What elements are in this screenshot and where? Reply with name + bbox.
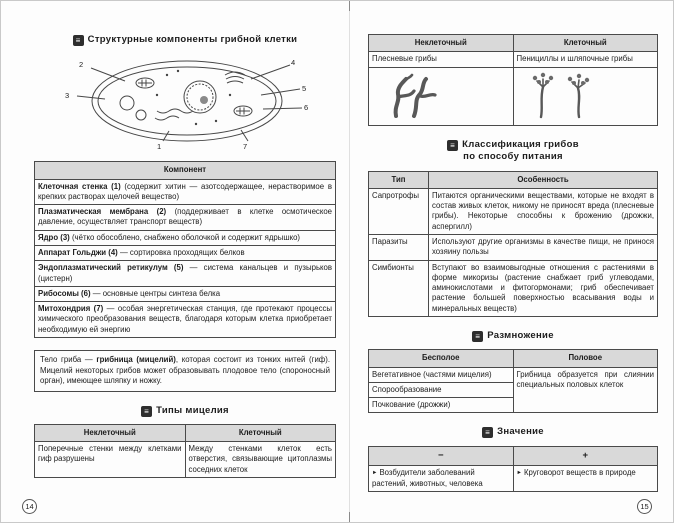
table-row	[35, 246, 336, 261]
reproduction-table	[368, 349, 658, 413]
gutter-mark-top	[349, 1, 350, 11]
sexual-description: Грибница образуется при слиянии специальных половых клеток	[513, 367, 658, 413]
component-term: Рибосомы (6)	[38, 288, 91, 298]
table-header-row	[369, 350, 658, 367]
table-row	[369, 234, 658, 260]
asexual-budding: Почкование (дрожжи)	[369, 398, 514, 413]
page-number-right: 15	[637, 499, 652, 514]
col-header-sexual: Половое	[513, 350, 658, 367]
table-header-row	[35, 424, 336, 441]
component-term: Клеточная стенка (1)	[38, 181, 121, 191]
component-cell	[35, 286, 336, 301]
table-row	[35, 230, 336, 245]
col-header-feature: Особенность	[429, 171, 658, 188]
component-cell	[35, 205, 336, 231]
fungal-cell-drawing	[45, 51, 325, 155]
diagram-label-3: 3	[65, 91, 70, 101]
type-symbionts: Симбионты	[369, 260, 429, 316]
negative-cell	[369, 466, 514, 492]
nutrition-title-line1	[368, 139, 658, 151]
mold-fungi-label: Плесневые грибы	[369, 52, 514, 67]
table-row	[35, 286, 336, 301]
section-title-mycelium-types	[34, 405, 336, 417]
feature-symbionts: Вступают во взаимовыгодные отношения с растениями в форме микоризы (растение снабжает гриб углеводами, аминокислотами и фитогормонами; гриб обеспечивает растение большей поверхностью всасывания воды и минеральных веществ)	[429, 260, 658, 316]
component-desc: (содержит хитин — азотсодержащее, нерастворимое в крепких растворах щелочей вещество)	[38, 181, 332, 201]
reproduction-title-text: Размножение	[487, 329, 554, 341]
cellular-cell: Между стенками клеток есть отверстия, связывающие цитоплазмы соседних клеток	[185, 442, 336, 478]
component-term: Плазматическая мембрана (2)	[38, 207, 167, 217]
asexual-sporulation: Спорообразование	[369, 382, 514, 397]
page-title	[34, 34, 336, 46]
component-desc: — система канальцев и пузырьков (цистерн)	[38, 263, 332, 283]
nutrition-title-text1: Классификация грибов	[462, 138, 579, 150]
note-rest: , которая состоит из тонких нитей (гиф). Мицелий некоторых грибов может образовывать плодовое тело (спороносный орган), имеющее шляпку и ножку.	[40, 355, 330, 386]
diagram-label-5: 5	[302, 84, 307, 94]
table-row	[369, 52, 658, 67]
component-term: Ядро (3)	[38, 232, 70, 242]
diagram-label-7: 7	[243, 142, 248, 152]
type-parasites: Паразиты	[369, 234, 429, 260]
table-row	[369, 367, 658, 382]
table-header-row	[35, 162, 336, 179]
bullet-icon: ►	[372, 470, 378, 477]
component-desc: — основные центры синтеза белка	[90, 288, 221, 298]
component-desc: — особая энергетическая станция, где протекают процессы химического преобразования веществ, благодаря которым клетка приобретает необходимую ей энергию	[38, 304, 332, 334]
note-lead: Тело гриба —	[40, 355, 97, 364]
gutter-mark-bottom	[349, 512, 350, 522]
fungal-cell-diagram	[45, 51, 325, 155]
nutrition-table	[368, 171, 658, 317]
diagram-label-6: 6	[304, 103, 309, 113]
col-header-cellular: Клеточный	[513, 35, 658, 52]
table-row	[35, 179, 336, 205]
table-row	[35, 261, 336, 287]
table-row	[369, 260, 658, 316]
feature-parasites: Используют другие организмы в качестве пищи, не принося хозяину пользы	[429, 234, 658, 260]
table-header-row	[369, 446, 658, 466]
col-header-cellular: Клеточный	[185, 424, 336, 441]
section-title-nutrition	[368, 139, 658, 164]
section-marker-icon: ≡	[482, 427, 493, 438]
penicillium-image-cell	[513, 67, 658, 125]
section-marker-icon: ≡	[73, 35, 84, 46]
mycelium-note-box	[34, 350, 336, 392]
col-header-negative: −	[369, 446, 514, 466]
component-cell	[35, 179, 336, 205]
component-cell	[35, 230, 336, 245]
mycelium-types-table	[34, 424, 336, 478]
note-term: грибница (мицелий)	[96, 355, 176, 364]
component-term: Аппарат Гольджи (4)	[38, 248, 118, 258]
penicillium-image	[517, 70, 607, 120]
table-header-row	[369, 171, 658, 188]
diagram-label-1: 1	[157, 142, 162, 152]
page-right	[368, 1, 658, 492]
positive-text: Круговорот веществ в природе	[523, 468, 636, 478]
component-cell	[35, 261, 336, 287]
significance-title-text: Значение	[497, 426, 544, 438]
page-gutter	[349, 1, 350, 523]
col-header-asexual: Бесполое	[369, 350, 514, 367]
diagram-label-2: 2	[79, 60, 84, 70]
component-cell	[35, 246, 336, 261]
col-header-type: Тип	[369, 171, 429, 188]
col-header-noncellular: Неклеточный	[369, 35, 514, 52]
component-table-header: Компонент	[35, 162, 336, 179]
table-row	[35, 302, 336, 338]
page-number-left: 14	[22, 499, 37, 514]
table-row	[369, 67, 658, 125]
feature-saprotrophs: Питаются органическими веществами, которые не входят в состав живых клеток, никому не приносят вреда (плесневые грибы). Некоторые способны к брожению (дрожжи, аспергилл)	[429, 188, 658, 234]
asexual-vegetative: Вегетативное (частями мицелия)	[369, 367, 514, 382]
page-left	[34, 1, 336, 478]
mycelium-examples-table	[368, 34, 658, 126]
positive-cell	[513, 466, 658, 492]
col-header-noncellular: Неклеточный	[35, 424, 186, 441]
mold-fungi-image	[372, 70, 448, 120]
table-header-row	[369, 35, 658, 52]
penicillium-label: Пенициллы и шляпочные грибы	[513, 52, 658, 67]
diagram-label-4: 4	[291, 58, 296, 68]
section-marker-icon: ≡	[447, 140, 458, 151]
component-desc: — сортировка проходящих белков	[117, 248, 245, 258]
component-term: Митохондрия (7)	[38, 304, 104, 314]
section-title-reproduction	[368, 330, 658, 342]
component-term: Эндоплазматический ретикулум (5)	[38, 263, 184, 273]
bullet-icon: ►	[516, 470, 522, 477]
significance-table	[368, 446, 658, 492]
component-desc: (поддерживает в клетке осмотическое давление, осуществляет транспорт веществ)	[38, 207, 333, 227]
section-marker-icon: ≡	[141, 406, 152, 417]
negative-text: Возбудители заболеваний растений, животных, человека	[372, 468, 483, 488]
component-cell	[35, 302, 336, 338]
mold-fungi-image-cell	[369, 67, 514, 125]
col-header-positive: +	[513, 446, 658, 466]
component-table	[34, 161, 336, 338]
nutrition-title-line2: по способу питания	[463, 151, 563, 163]
section-title-text: Типы мицелия	[156, 404, 229, 416]
noncellular-cell: Поперечные стенки между клетками гиф разрушены	[35, 442, 186, 478]
section-marker-icon: ≡	[472, 331, 483, 342]
page-title-text: Структурные компоненты грибной клетки	[87, 34, 298, 45]
type-saprotrophs: Сапротрофы	[369, 188, 429, 234]
table-row	[35, 442, 336, 478]
section-title-significance	[368, 426, 658, 438]
table-row	[35, 205, 336, 231]
component-desc: (чётко обособлено, снабжено оболочкой и содержит ядрышко)	[69, 232, 301, 242]
table-row	[369, 188, 658, 234]
table-row	[369, 466, 658, 492]
